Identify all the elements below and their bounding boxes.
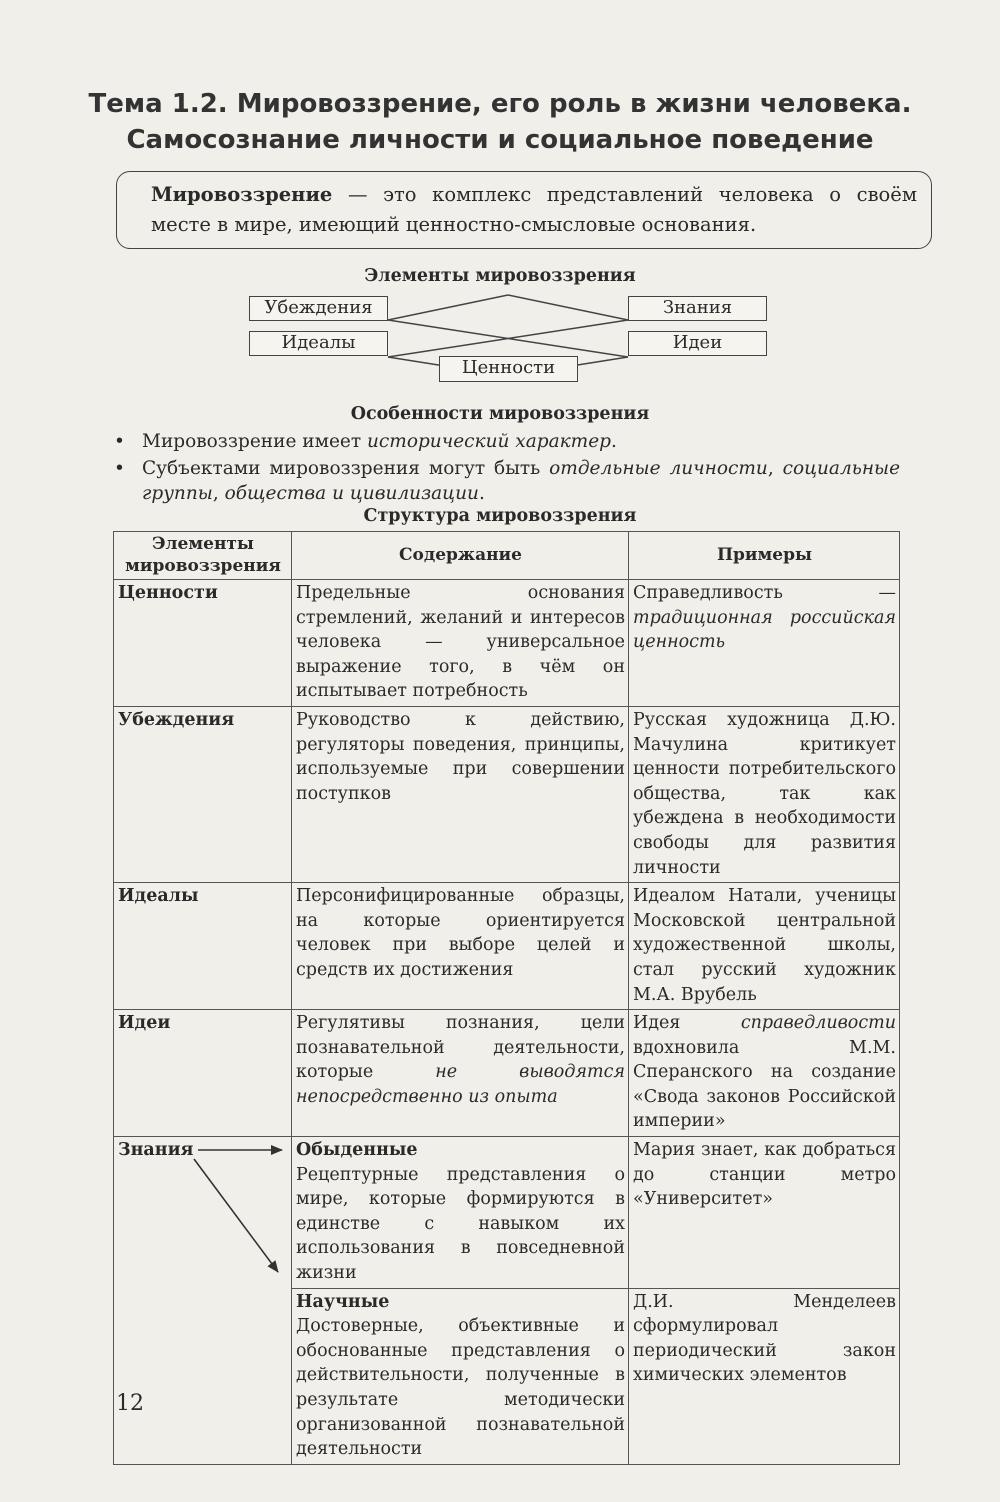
bullet-icon: • (114, 458, 125, 479)
title-line-1: Тема 1.2. Мировоззрение, его роль в жизни человека. (88, 89, 912, 119)
table-row (114, 883, 900, 1010)
row-element: Убеждения (114, 706, 292, 882)
header-elements: Элементы мировоззрения (114, 532, 292, 580)
example-italic: традиционная российская ценность (633, 607, 896, 653)
example-plain-1: Идея (633, 1013, 741, 1034)
structure-table (113, 531, 900, 1465)
row-example (629, 1010, 900, 1137)
knowledge-arrows-icon (114, 1137, 292, 1277)
content-italic: не выводятся непосредственно из опыта (296, 1062, 625, 1107)
feature-bullet-2 (114, 456, 900, 506)
example-plain: Справедливость — (633, 583, 896, 603)
table-row (114, 1137, 900, 1289)
row-example (629, 580, 900, 707)
subtype-everyday-title: Обыденные (296, 1140, 418, 1161)
page-number: 12 (116, 1391, 144, 1416)
table-row (114, 706, 900, 882)
bullet-1-plain: Мировоззрение имеет (142, 431, 367, 452)
features-heading: Особенности мировоззрения (350, 404, 650, 424)
header-examples: Примеры (629, 532, 900, 580)
bullet-2-italic-1: отдельные личности (549, 458, 768, 479)
header-content: Содержание (292, 532, 629, 580)
content-plain: Регулятивы познания, цели познавательной деятельности, которые (296, 1013, 625, 1083)
example-italic: справедливости (740, 1013, 896, 1034)
row-example-everyday: Мария знает, как добраться до станции метро «Университет» (629, 1137, 900, 1289)
subtype-everyday-content: Рецептурные представления о мире, которые формируются в единстве с навыком их использования в повседневной жизни (296, 1164, 625, 1284)
table-row (114, 580, 900, 707)
title-line-2: Самосознание личности и социальное поведение (126, 125, 874, 155)
definition-box (116, 171, 932, 249)
elements-heading: Элементы мировоззрения (364, 266, 636, 286)
row-example: Русская художница Д.Ю. Мачулина критикует ценности потребительского общества, так как убеждена в необходимости свободы для развития личности (629, 706, 900, 882)
row-element: Ценности (114, 580, 292, 707)
structure-heading: Структура мировоззрения (363, 506, 637, 526)
definition-term: Мировоззрение (151, 183, 333, 206)
bullet-1-end: . (611, 431, 617, 452)
diagram-box-beliefs: Убеждения (249, 296, 388, 321)
row-element: Идеалы (114, 883, 292, 1010)
bullet-2-sep-1: , (767, 458, 783, 479)
row-content-scientific (292, 1288, 629, 1464)
row-example-scientific: Д.И. Менделеев сформулировал периодический закон химических элементов (629, 1288, 900, 1464)
diagram-box-ideas: Идеи (628, 331, 767, 356)
row-content (292, 1010, 629, 1137)
feature-bullet-1 (114, 429, 900, 454)
bullet-2-plain: Субъектами мировоззрения могут быть (142, 458, 550, 479)
subtype-scientific-title: Научные (296, 1291, 390, 1312)
bullet-2-sep-2: , (212, 483, 225, 504)
row-example: Идеалом Натали, ученицы Московской центральной художественной школы, стал русский художник М.А. Врубель (629, 883, 900, 1010)
table-header-row (114, 532, 900, 580)
row-content: Руководство к действию, регуляторы поведения, принципы, используемые при совершении поступков (292, 706, 629, 882)
bullet-icon: • (114, 431, 125, 452)
row-element: Идеи (114, 1010, 292, 1137)
diagram-box-knowledge: Знания (628, 296, 767, 321)
row-content: Предельные основания стремлений, желаний и интересов человека — универсальное выражение того, в чём он испытывает потребность (292, 580, 629, 707)
diagram-box-ideals: Идеалы (249, 331, 388, 356)
bullet-2-italic-2: социальные группы (142, 458, 901, 504)
row-content: Персонифицированные образцы, на которые ориентируется человек при выборе целей и средств их достижения (292, 883, 629, 1010)
knowledge-label: Знания (118, 1140, 194, 1161)
diagram-box-values: Ценности (439, 356, 578, 382)
example-plain-2: вдохновила М.М. Сперанского на создание «Свода законов Российской империи» (633, 1037, 896, 1132)
bullet-1-italic: исторический характер (367, 431, 612, 452)
bullet-2-italic-3: общества и цивилизации (224, 483, 479, 504)
subtype-scientific-content: Достоверные, объективные и обоснованные представления о действительности, полученные в результате методически организованной познавательной деятельности (296, 1316, 625, 1460)
definition-text: — это комплекс представлений человека о своём месте в мире, имеющий ценностно-смысловые основания. (151, 183, 917, 236)
table-row (114, 1010, 900, 1137)
row-content-everyday (292, 1137, 629, 1289)
bullet-2-end: . (478, 483, 485, 504)
page-title (0, 86, 1000, 158)
